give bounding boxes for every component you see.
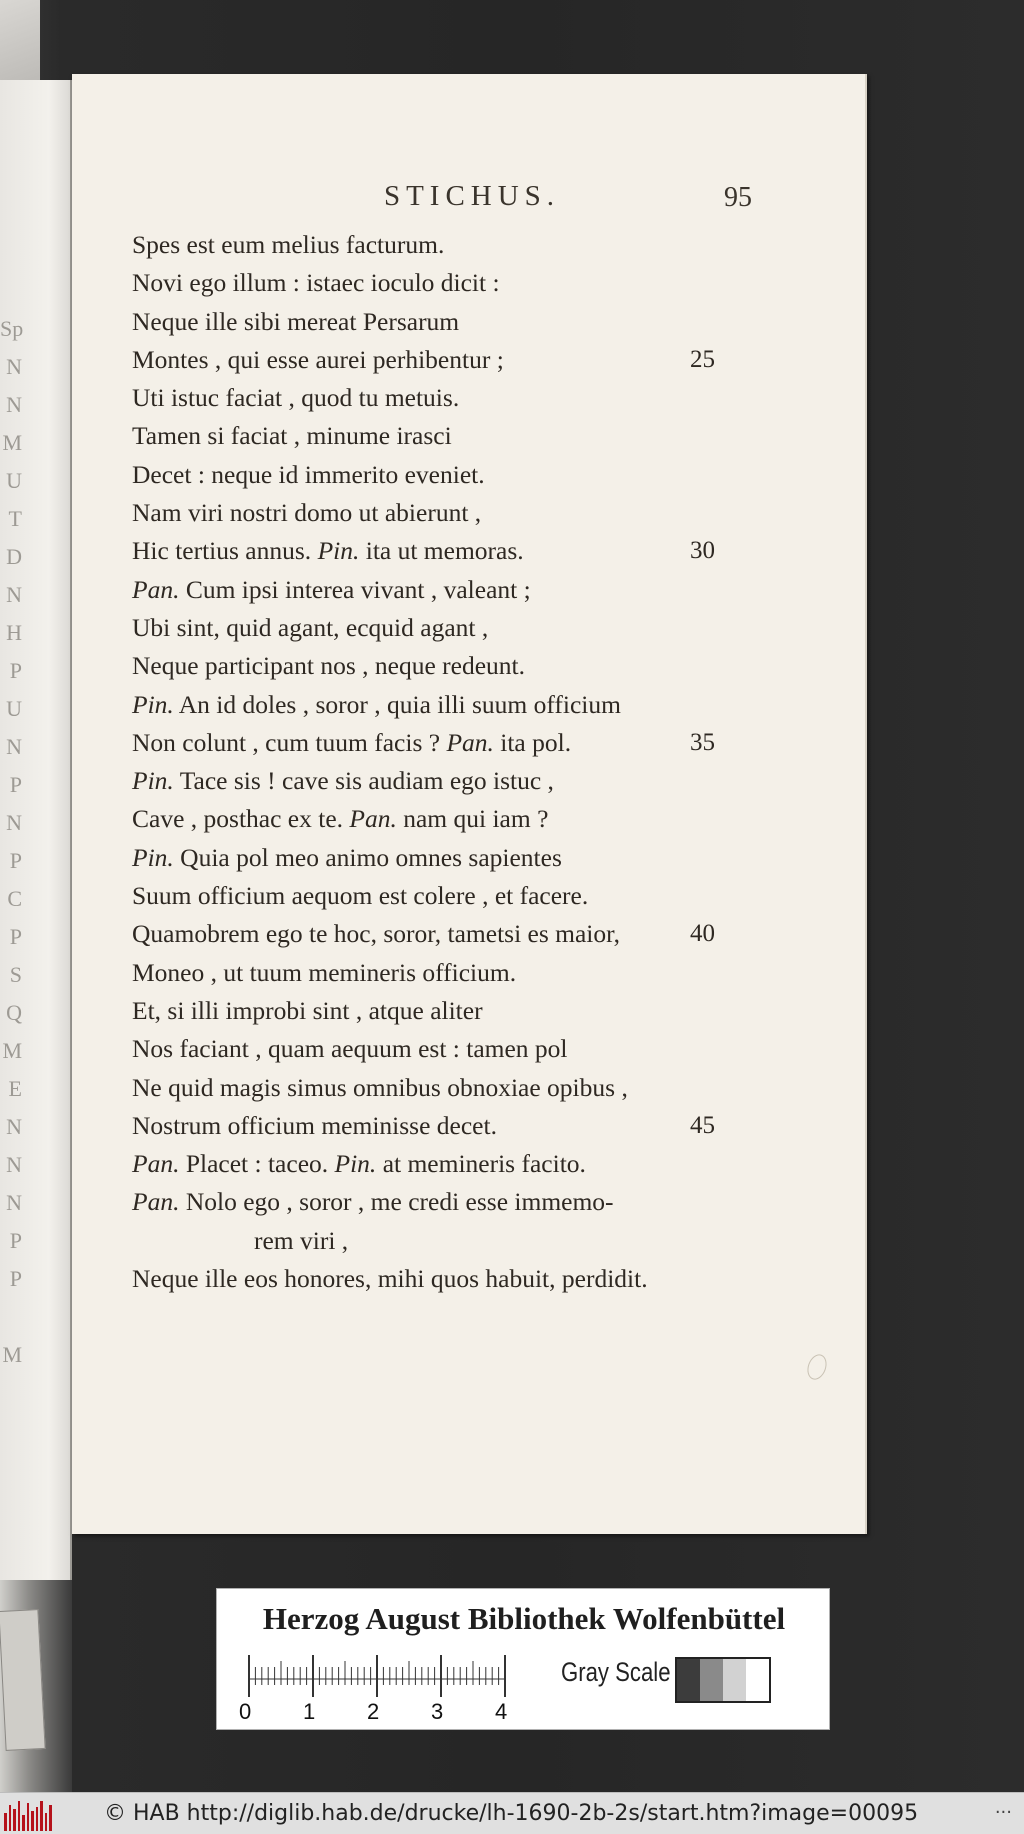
facing-page-letter: U [6, 468, 22, 493]
verse-line [132, 1222, 812, 1260]
verse-fragment: Neque participant nos , neque redeunt. [132, 651, 525, 681]
verse-text [132, 1145, 586, 1183]
facing-page-letter: P [9, 848, 22, 873]
speaker-name: Pin. [132, 689, 174, 719]
verse-text [132, 1260, 648, 1298]
verse-text [132, 417, 452, 455]
verse-text [132, 877, 588, 915]
verse-fragment: Cum ipsi interea vivant , valeant ; [179, 574, 531, 604]
ruler-number: 3 [431, 1699, 444, 1724]
verse-fragment: Quia pol meo animo omnes sapientes [173, 842, 562, 872]
status-url-text[interactable]: © HAB http://diglib.hab.de/drucke/lh-1690-2b-2s/start.htm?image=00095 [104, 1801, 919, 1826]
ruler-number: 2 [367, 1699, 380, 1724]
ruler-numbers [239, 1699, 519, 1725]
verse-line [132, 1260, 812, 1298]
left-page-corner [0, 0, 40, 80]
verse-fragment: Uti istuc faciat , quod tu metuis. [132, 383, 460, 413]
verse-line [132, 1069, 812, 1107]
hab-logo-icon [4, 1797, 52, 1831]
facing-page-letter: N [6, 1114, 22, 1139]
verse-line [132, 686, 812, 724]
verse-text [132, 226, 444, 264]
verse-text [132, 571, 531, 609]
logo-bar [27, 1803, 30, 1831]
verse-line [132, 341, 812, 379]
verse-text [132, 1183, 614, 1221]
running-head: STICHUS. [383, 180, 561, 212]
facing-page-letter: N [6, 392, 22, 417]
facing-page-letter: N [6, 1190, 22, 1215]
logo-bar [49, 1805, 52, 1831]
verse-text [132, 954, 516, 992]
verse-block [132, 226, 812, 1298]
facing-page-letter: M [2, 1038, 22, 1063]
verse-line [132, 1107, 812, 1145]
facing-page-letters [0, 310, 22, 1374]
verse-line [132, 571, 812, 609]
verse-fragment: Tace sis ! cave sis audiam ego istuc , [173, 766, 554, 796]
verse-text [132, 839, 562, 877]
facing-page-letter: N [6, 734, 22, 759]
speaker-name: Pin. [132, 766, 174, 796]
verse-fragment: at memineris facito. [376, 1149, 586, 1179]
speaker-name: Pan. [132, 574, 180, 604]
verse-text [132, 724, 571, 762]
verse-line [132, 762, 812, 800]
verse-text [132, 532, 524, 570]
verse-text [132, 1030, 568, 1068]
speaker-name: Pan. [132, 1149, 180, 1179]
facing-page-letter: Sp [0, 316, 24, 341]
verse-line [132, 417, 812, 455]
verse-fragment: ita pol. [493, 727, 572, 757]
speaker-name: Pin. [334, 1149, 377, 1179]
gray-scale-patches [675, 1657, 771, 1703]
verse-text [132, 494, 481, 532]
book-page [72, 74, 867, 1534]
facing-page-letter: P [9, 924, 22, 949]
line-number: 45 [690, 1111, 715, 1139]
facing-page-letter: S [9, 962, 22, 987]
library-title: Herzog August Bibliothek Wolfenbüttel [262, 1601, 786, 1636]
facing-page-letter [0, 1298, 22, 1336]
facing-page-letter: P [9, 658, 22, 683]
logo-bar [22, 1815, 25, 1831]
binding-label [0, 1609, 46, 1751]
verse-text [132, 992, 483, 1030]
verse-text [132, 303, 459, 341]
verse-text [132, 379, 459, 417]
facing-page-letter: N [6, 354, 22, 379]
verse-line [132, 1183, 812, 1221]
logo-bar [18, 1801, 21, 1831]
verse-text [132, 1107, 497, 1145]
facing-page-letter: P [9, 1266, 22, 1291]
facing-page-letter: T [8, 506, 22, 531]
logo-bar [31, 1811, 34, 1831]
facing-page-letter: E [8, 1076, 22, 1101]
verse-line [132, 800, 812, 838]
page-number: 95 [724, 182, 752, 213]
facing-page-letter: P [9, 1228, 22, 1253]
color-target [216, 1588, 830, 1730]
verse-line [132, 724, 812, 762]
verse-line [132, 1030, 812, 1068]
facing-page-letter: C [7, 886, 22, 911]
verse-line [132, 992, 812, 1030]
verse-fragment: Nos faciant , quam aequum est : tamen pol [132, 1034, 568, 1064]
verse-fragment: nam qui iam ? [396, 804, 549, 834]
line-number: 35 [690, 728, 715, 756]
facing-page-letter: M [2, 430, 22, 455]
verse-fragment: Ubi sint, quid agant, ecquid agant , [132, 612, 489, 642]
verse-line [132, 264, 812, 302]
verse-fragment: Nam viri nostri domo ut abierunt , [132, 498, 482, 528]
verse-fragment: Tamen si faciat , minume irasci [132, 421, 452, 451]
verse-line [132, 456, 812, 494]
verse-fragment: rem viri , [254, 1225, 349, 1255]
verse-fragment: Novi ego illum : istaec ioculo dicit : [132, 268, 500, 298]
logo-bar [9, 1805, 12, 1831]
verse-fragment: Suum officium aequom est colere , et facere. [132, 881, 589, 911]
logo-bar [4, 1813, 7, 1831]
verse-fragment: Nolo ego , soror , me credi esse immemo- [179, 1187, 614, 1217]
verse-text [132, 647, 525, 685]
speaker-name: Pan. [349, 804, 397, 834]
speaker-name: Pin. [132, 842, 174, 872]
verse-text [132, 264, 500, 302]
verse-text [132, 915, 620, 953]
verse-line [132, 494, 812, 532]
verse-fragment: Neque ille sibi mereat Persarum [132, 306, 460, 336]
verse-text [132, 686, 621, 724]
verse-line [132, 954, 812, 992]
verse-text [132, 456, 485, 494]
facing-page [0, 80, 72, 1580]
verse-fragment: Moneo , ut tuum memineris officium. [132, 957, 517, 987]
verse-fragment: Ne quid magis simus omnibus obnoxiae opibus , [132, 1072, 628, 1102]
ruler-number: 0 [239, 1699, 252, 1724]
verse-line [132, 1145, 812, 1183]
verse-line [132, 877, 812, 915]
verse-text [132, 341, 504, 379]
facing-page-letter: U [6, 696, 22, 721]
verse-fragment: Hic tertius annus. [132, 536, 318, 566]
speaker-name: Pan. [132, 1187, 180, 1217]
verse-line [132, 379, 812, 417]
verse-fragment: Quamobrem ego te hoc, soror, tametsi es maior, [132, 919, 620, 949]
verse-text [132, 1069, 628, 1107]
scale-ruler [247, 1655, 507, 1697]
gray-scale-label: Gray Scale [561, 1657, 671, 1687]
verse-fragment: ita ut memoras. [359, 536, 524, 566]
verse-text [132, 762, 554, 800]
verse-fragment: Neque ille eos honores, mihi quos habuit, perdidit. [132, 1264, 648, 1294]
verse-line [132, 647, 812, 685]
verse-line [132, 839, 812, 877]
line-number: 30 [690, 537, 715, 565]
verse-fragment: Non colunt , cum tuum facis ? [132, 727, 447, 757]
verse-fragment: Placet : taceo. [179, 1149, 335, 1179]
line-number: 40 [690, 920, 715, 948]
verse-fragment: An id doles , soror , quia illi suum officium [173, 689, 621, 719]
gray-patch [746, 1659, 769, 1701]
logo-bar [40, 1801, 43, 1831]
facing-page-letter: N [6, 810, 22, 835]
verse-text [132, 800, 548, 838]
verse-fragment: Spes est eum melius facturum. [132, 230, 445, 259]
verse-fragment: Et, si illi improbi sint , atque aliter [132, 995, 483, 1025]
ruler-number: 4 [495, 1699, 508, 1724]
gray-patch [677, 1659, 700, 1701]
verse-line [132, 226, 812, 264]
verse-fragment: Cave , posthac ex te. [132, 804, 350, 834]
logo-bar [45, 1813, 48, 1831]
verse-fragment: Nostrum officium meminisse decet. [132, 1110, 497, 1140]
logo-bar [13, 1809, 16, 1831]
facing-page-letter: H [6, 620, 22, 645]
facing-page-letter: D [6, 544, 22, 569]
logo-bar [36, 1807, 39, 1831]
ruler-number: 1 [303, 1699, 316, 1724]
verse-line [132, 303, 812, 341]
verse-text [132, 609, 488, 647]
verse-line [132, 915, 812, 953]
status-bar [0, 1792, 1024, 1834]
facing-page-letter: N [6, 1152, 22, 1177]
page-mark [804, 1352, 830, 1383]
facing-page-letter: Q [6, 1000, 22, 1025]
gray-patch [723, 1659, 746, 1701]
speaker-name: Pin. [317, 536, 360, 566]
verse-line [132, 532, 812, 570]
verse-fragment: Decet : neque id immerito eveniet. [132, 459, 485, 489]
facing-page-letter: M [2, 1342, 22, 1367]
menu-dots-icon[interactable]: ... [994, 1797, 1012, 1818]
verse-line [132, 609, 812, 647]
line-number: 25 [690, 345, 715, 373]
verse-text [132, 1222, 348, 1260]
speaker-name: Pan. [446, 727, 494, 757]
verse-fragment: Montes , qui esse aurei perhibentur ; [132, 344, 504, 374]
facing-page-letter: P [9, 772, 22, 797]
gray-patch [700, 1659, 723, 1701]
facing-page-letter: N [6, 582, 22, 607]
